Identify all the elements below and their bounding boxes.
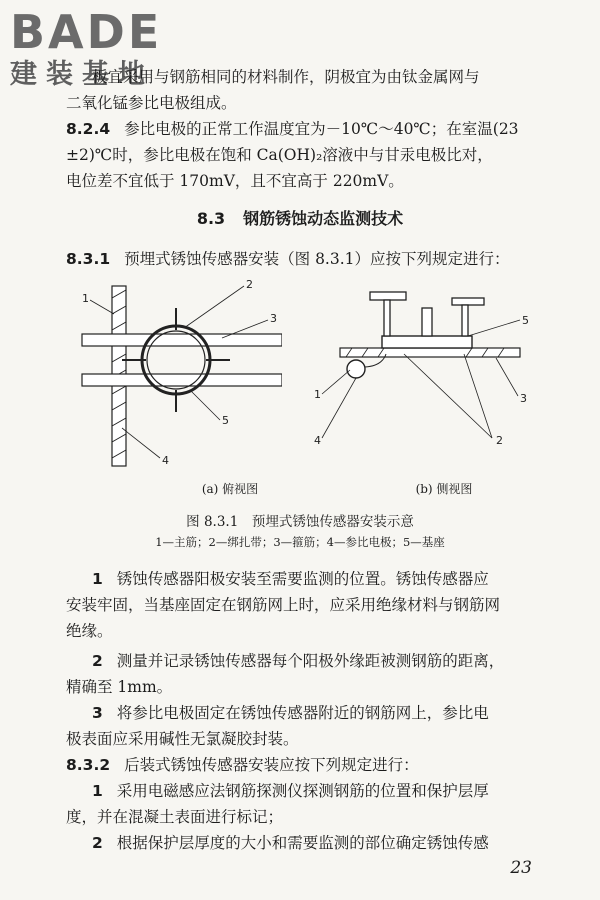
label-5: 5 [222,414,229,427]
label-4: 4 [314,434,321,447]
text-line: 精确至 1mm。 [66,678,173,696]
anode-rods [122,308,230,412]
label-1: 1 [314,388,321,401]
stirrup-upper [82,334,282,346]
stirrup-lower [82,374,282,386]
label-3: 3 [270,312,277,325]
subcaption-a: (a) 俯视图 [201,482,259,496]
subcaption-b: (b) 侧视图 [415,482,473,496]
text-line: 安装牢固，当基座固定在钢筋网上时，应采用绝缘材料与钢筋网 [66,596,501,614]
label-2: 2 [246,278,253,291]
reference-electrode [347,360,365,378]
label-5: 5 [522,314,529,327]
clause-number: 8.3.2 [66,756,111,774]
figure-top-view [72,278,282,478]
label-3: 3 [520,392,527,405]
text-line: 电位差不宜低于 170mV，且不宜高于 220mV。 [66,172,404,190]
logo-wordmark: BADE [10,5,163,59]
clause-number: 8.3.1 [66,250,111,268]
text-line: 二氧化锰参比电极组成。 [66,94,237,112]
text-line: ±2)℃时，参比电极在饱和 Ca(OH)₂溶液中与甘汞电极比对， [66,146,493,164]
anode-posts [370,292,484,336]
label-1: 1 [82,292,89,305]
label-4: 4 [162,454,169,467]
page-number: 23 [510,858,532,878]
clause-8-2-4 [66,116,519,142]
clause-8-3-1 [66,246,510,272]
text-line: 度，并在混凝土表面进行标记； [66,808,284,826]
clause-number: 8.2.4 [66,120,111,138]
text-line: 绝缘。 [66,622,113,640]
section-number: 8.3 [196,209,226,228]
text-line: 极表面应采用碱性无氯凝胶封装。 [66,730,299,748]
text-line: 参比电极的正常工作温度宜为－10℃～40℃；在室温(23 [124,120,519,138]
list-item: 2 测量并记录锈蚀传感器每个阳极外缘距被测钢筋的距离， [92,652,505,670]
figure-caption: 图 8.3.1 预埋式锈蚀传感器安装示意 [186,514,414,530]
sensor-base [382,336,472,348]
figure-legend: 1—主筋；2—绑扎带；3—箍筋；4—参比电极；5—基座 [155,535,445,549]
section-title: 钢筋锈蚀动态监测技术 [243,209,404,228]
clause-8-3-2: 8.3.2 后装式锈蚀传感器安装应按下列规定进行： [66,756,419,774]
figure-side-view [312,278,542,453]
list-item: 1 锈蚀传感器阳极安装至需要监测的位置。锈蚀传感器应 [92,570,489,588]
text-line: 板宜采用与钢筋相同的材料制作，阴极宜为由钛金属网与 [92,68,480,86]
list-item: 2 根据保护层厚度的大小和需要监测的部位确定锈蚀传感 [92,834,489,852]
logo-cjk: 建装基地 [10,59,154,90]
list-item: 1 采用电磁感应法钢筋探测仪探测钢筋的位置和保护层厚 [92,782,489,800]
text-line: 预埋式锈蚀传感器安装（图 8.3.1）应按下列规定进行： [124,250,510,268]
list-item: 3 将参比电极固定在锈蚀传感器附近的钢筋网上，参比电 [92,704,489,722]
label-2: 2 [496,434,503,447]
section-heading [0,206,600,229]
